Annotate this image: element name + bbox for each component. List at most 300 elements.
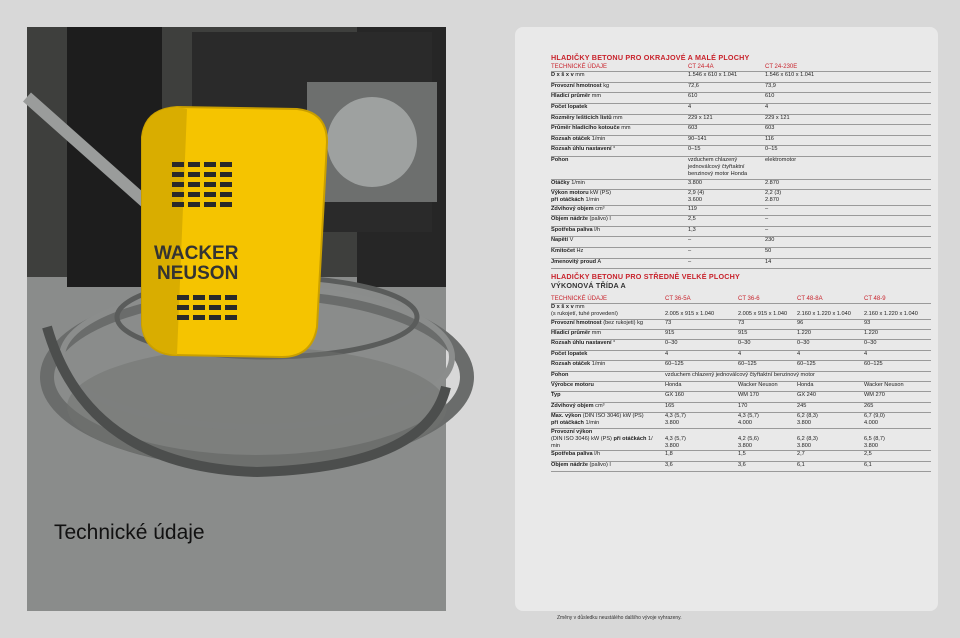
cell-model-3 [797, 392, 864, 402]
footnote: Změny v důsledku neustálého dalšího vývoje vyhrazeny. [557, 615, 682, 621]
row-label-bold: Spotřeba paliva [551, 226, 593, 233]
cell-value-2: 3.600 [688, 197, 702, 204]
row-label-bold: Objem nádrže [551, 461, 588, 468]
cell-ct24-4a [688, 72, 765, 83]
cell-value: 50 [765, 247, 772, 254]
row-label [551, 237, 688, 248]
row-label-unit: mm [573, 72, 585, 79]
cell-value: 229 x 121 [765, 114, 790, 121]
cell-value: 0–30 [738, 340, 751, 347]
row-label [551, 413, 665, 428]
row-label-bold: Napětí [551, 237, 569, 244]
cell-value: 96 [797, 319, 804, 326]
table-row [551, 216, 931, 227]
cell-value: 60–125 [797, 361, 816, 368]
cell-value: 119 [688, 205, 697, 212]
cell-model-1 [665, 319, 738, 329]
cell-ct24-230e [765, 146, 931, 157]
cell-ct24-230e [765, 237, 931, 248]
cell-value: 915 [738, 330, 748, 336]
row-label-unit: ° [611, 146, 616, 153]
cell-value: 2.160 x 1.220 x 1.040 [797, 311, 851, 318]
cell-model-1 [665, 350, 738, 360]
row-label-unit: mm [611, 114, 623, 121]
row-label-unit: cm³ [593, 205, 605, 212]
row-label [551, 330, 665, 340]
cell-value: Honda [665, 381, 682, 388]
cell-value: 4,2 (5,6) [738, 435, 759, 442]
row-label [551, 114, 688, 125]
row-label [551, 156, 688, 179]
section2-subtitle: VÝKONOVÁ TŘÍDA A [551, 281, 626, 290]
row-label-bold-2: při otáčkách [551, 197, 584, 204]
cell-value: 6,2 (8,3) [797, 435, 818, 442]
cell-ct24-230e [765, 93, 931, 104]
row-label-unit: A [596, 258, 602, 265]
cell-model-3 [797, 340, 864, 350]
cell-value-2: 2.870 [765, 197, 779, 204]
cell-model-2 [738, 381, 797, 391]
row-label-unit: 1/min [590, 135, 606, 142]
cell-value: 245 [797, 402, 807, 409]
row-label-unit-2: (s rukojetí, tuhé provedení) [551, 311, 618, 318]
cell-model-3 [797, 402, 864, 412]
cell-ct24-4a [688, 237, 765, 248]
cell-value: elektromotor [765, 156, 797, 163]
cell-value: 6,2 (8,3) [797, 413, 818, 420]
table-row [551, 114, 931, 125]
cell-value: 1.220 [864, 330, 878, 336]
table-row [551, 205, 931, 216]
row-label-bold: Max. výkon [551, 413, 582, 420]
row-label-unit: mm [590, 93, 602, 100]
row-label-bold: Počet lopatek [551, 103, 588, 110]
cell-ct24-4a [688, 216, 765, 227]
row-label-unit-4: min [551, 442, 561, 449]
cell-value: – [765, 216, 769, 223]
cell-value-2: 3.800 [665, 420, 679, 427]
cell-model-4 [864, 381, 931, 391]
table-row [551, 226, 931, 237]
table-row [551, 190, 931, 205]
cell-model-3 [797, 451, 864, 461]
cell-ct24-230e [765, 205, 931, 216]
row-label [551, 82, 688, 93]
cell-model-2 [738, 413, 797, 428]
row-label-bold: Rozsah otáček [551, 135, 591, 142]
table-header-cell: CT 24-230E [765, 64, 931, 72]
row-label [551, 319, 665, 329]
cell-ct24-4a [688, 135, 765, 146]
row-label-bold: Provozní hmotnost [551, 319, 602, 326]
cell-model-1 [665, 304, 738, 319]
cell-value: – [765, 205, 769, 212]
cell-value: 4 [765, 103, 769, 110]
cell-model-3 [797, 330, 864, 340]
cell-model-3 [797, 350, 864, 360]
cell-value: 4,3 (5,7) [665, 435, 686, 442]
row-label-bold: Provozní hmotnost [551, 82, 602, 89]
cell-value: 6,7 (9,0) [864, 413, 885, 420]
table-row [551, 319, 931, 329]
cell-ct24-4a [688, 247, 765, 258]
cell-value: 6,1 [797, 461, 805, 468]
row-label [551, 258, 688, 269]
cell-value-2: 3.800 [797, 442, 811, 449]
cell-model-1 [665, 461, 738, 471]
row-label-bold-3: při otáčkách [611, 435, 647, 442]
row-label-unit: cm³ [593, 402, 605, 409]
row-label [551, 451, 665, 461]
cell-value: 6,5 (8,7) [864, 435, 885, 442]
cell-value: – [688, 258, 692, 265]
row-label-bold: Výrobce motoru [551, 381, 594, 388]
cell-value-2: 3.800 [864, 442, 878, 449]
table-row [551, 258, 931, 269]
cell-model-1 [665, 402, 738, 412]
cell-value: 60–125 [665, 361, 684, 368]
cell-model-4 [864, 402, 931, 412]
cell-model-2 [738, 402, 797, 412]
row-label-bold: Kmitočet [551, 247, 575, 254]
table-row [551, 304, 931, 319]
table-header-cell: CT 24-4A [688, 64, 765, 72]
cell-value: 4 [797, 350, 801, 357]
cell-ct24-4a [688, 226, 765, 237]
cell-ct24-230e [765, 179, 931, 190]
table-header-cell: CT 36-6 [738, 296, 797, 304]
row-label [551, 93, 688, 104]
cell-value: 603 [688, 125, 698, 132]
cell-value: 610 [765, 93, 775, 100]
row-label [551, 179, 688, 190]
cell-value: 1.546 x 610 x 1.041 [765, 72, 815, 79]
row-label [551, 226, 688, 237]
brand-logo-line1: WACKER [154, 243, 239, 264]
row-label-bold-2: při otáčkách [551, 420, 584, 427]
row-label-unit: mm [573, 304, 585, 311]
cell-model-2 [738, 304, 797, 319]
page-title: Technické údaje [54, 521, 205, 544]
cell-model-1 [665, 330, 738, 340]
table-row [551, 451, 931, 461]
cell-model-2 [738, 461, 797, 471]
cell-ct24-230e [765, 125, 931, 136]
table-row [551, 392, 931, 402]
row-label-bold: Otáčky [551, 179, 570, 186]
cell-model-4 [864, 392, 931, 402]
table-row [551, 125, 931, 136]
cell-model-1 [665, 340, 738, 350]
cell-value: 0–15 [765, 146, 778, 153]
cell-ct24-230e [765, 72, 931, 83]
cell-value: 3,6 [665, 461, 673, 468]
cell-value: 170 [738, 402, 748, 409]
cell-ct24-4a [688, 190, 765, 205]
table-row [551, 350, 931, 360]
table-row [551, 72, 931, 83]
cell-value-2: 4.000 [864, 420, 878, 427]
cell-model-1 [665, 392, 738, 402]
cell-value: 1,5 [738, 451, 746, 458]
cell-value: 2.160 x 1.220 x 1.040 [864, 311, 918, 318]
section1-title: HLADIČKY BETONU PRO OKRAJOVÉ A MALÉ PLOCHY [551, 53, 750, 62]
cell-ct24-230e [765, 226, 931, 237]
row-label [551, 371, 665, 381]
cell-value: 0–15 [688, 146, 701, 153]
cell-model-1 [665, 361, 738, 371]
row-label-unit: ° [611, 340, 616, 347]
cell-value: 0–30 [864, 340, 877, 347]
row-label-bold: Průměr hladicího kotouče [551, 125, 620, 132]
row-label-unit: (palivo) l [588, 216, 611, 223]
cell-model-3 [797, 319, 864, 329]
cell-value: 90–141 [688, 135, 707, 142]
cell-value: 2.005 x 915 x 1.040 [665, 311, 715, 318]
table-row [551, 82, 931, 93]
row-label-unit: mm [590, 330, 602, 336]
cell-value: 230 [765, 237, 775, 244]
cell-model-3 [797, 361, 864, 371]
cell-model-1 [665, 381, 738, 391]
cell-model-4 [864, 413, 931, 428]
cell-value: 0–30 [665, 340, 678, 347]
cell-value: – [688, 247, 692, 254]
row-label [551, 350, 665, 360]
cell-value: – [765, 226, 769, 233]
cell-model-2 [738, 319, 797, 329]
cell-ct24-230e [765, 216, 931, 227]
spec-table-edge-trowels [551, 64, 931, 269]
cell-value: Honda [797, 381, 814, 388]
cell-model-2 [738, 451, 797, 461]
table-row [551, 247, 931, 258]
row-label-unit-2: 1/min [583, 197, 600, 204]
cell-ct24-4a [688, 205, 765, 216]
row-label [551, 247, 688, 258]
cell-ct24-230e [765, 247, 931, 258]
cell-value: 4,3 (5,7) [738, 413, 759, 420]
row-label-bold: Jmenovitý proud [551, 258, 597, 265]
row-label-bold: D x š x v [551, 72, 574, 79]
table-header-cell: CT 48-8A [797, 296, 864, 304]
cell-ct24-4a [688, 258, 765, 269]
row-label [551, 72, 688, 83]
table-row [551, 340, 931, 350]
cell-ct24-4a [688, 114, 765, 125]
table-header-cell: TECHNICKÉ ÚDAJE [551, 64, 688, 72]
row-label-unit: (palivo) l [588, 461, 611, 468]
row-label-unit: l/h [592, 451, 601, 458]
table-row [551, 93, 931, 104]
cell-value: Wacker Neuson [864, 381, 904, 388]
cell-model-3 [797, 381, 864, 391]
cell-value: 3.800 [688, 179, 702, 186]
table-row [551, 428, 931, 451]
cell-model-2 [738, 350, 797, 360]
cell-value: 915 [665, 330, 675, 336]
cell-model-3 [797, 413, 864, 428]
row-label-bold: Spotřeba paliva [551, 451, 593, 458]
row-label-bold: Rozsah úhlu nastavení [551, 146, 612, 153]
row-label [551, 125, 688, 136]
cell-value: 3,6 [738, 461, 746, 468]
cell-value: 165 [665, 402, 675, 409]
cell-value: GX 160 [665, 392, 684, 399]
row-label-unit-3: 1/ [646, 435, 653, 442]
cell-value: 6,1 [864, 461, 872, 468]
cell-model-3 [797, 304, 864, 319]
cell-value-2: 3.800 [665, 442, 679, 449]
row-label-unit: Hz [574, 247, 584, 254]
cell-ct24-230e [765, 156, 931, 179]
table-row [551, 237, 931, 248]
cell-value: 60–125 [738, 361, 757, 368]
cell-value: 4 [738, 350, 742, 357]
row-label-unit: 1/min [569, 179, 585, 186]
table-row [551, 381, 931, 391]
cell-value: 116 [765, 135, 774, 142]
table-row [551, 330, 931, 340]
cell-model-4 [864, 451, 931, 461]
cell-model-2 [738, 340, 797, 350]
cell-model-2 [738, 361, 797, 371]
cell-ct24-4a [688, 93, 765, 104]
row-label-bold: Zdvihový objem [551, 402, 594, 409]
cell-value: 2.005 x 915 x 1.040 [738, 311, 788, 318]
row-label [551, 146, 688, 157]
row-label-bold: Rozsah úhlu nastavení [551, 340, 612, 347]
row-label-bold: Typ [551, 392, 561, 399]
cell-model-3 [797, 428, 864, 451]
row-label-unit: mm [619, 125, 631, 132]
cell-value: 2,5 [864, 451, 872, 458]
cell-model-1 [665, 428, 738, 451]
row-label-bold: Pohon [551, 371, 569, 378]
row-label-bold: Rozsah otáček [551, 361, 591, 368]
cell-model-3 [797, 461, 864, 471]
cell-value: – [688, 237, 692, 244]
row-label [551, 361, 665, 371]
cell-value: 73,9 [765, 82, 776, 89]
brand-logo-line2: NEUSON [157, 263, 239, 284]
cell-value: 4 [864, 350, 868, 357]
cell-value: 1.546 x 610 x 1.041 [688, 72, 738, 79]
row-label-bold: Zdvihový objem [551, 205, 594, 212]
cell-value: 265 [864, 402, 874, 409]
row-label-unit-2: 1/min [583, 420, 600, 427]
cell-value: 610 [688, 93, 698, 100]
section2-title: HLADIČKY BETONU PRO STŘEDNĚ VELKÉ PLOCHY [551, 272, 741, 281]
spec-panel [515, 27, 938, 621]
row-label-unit: kW (PS) [588, 190, 611, 197]
cell-model-4 [864, 304, 931, 319]
cell-model-4 [864, 330, 931, 340]
cell-value-2: 3.800 [797, 420, 811, 427]
table-header-row [551, 64, 931, 72]
cell-ct24-4a [688, 82, 765, 93]
cell-value-2: 3.800 [738, 442, 752, 449]
cell-value: 14 [765, 258, 772, 265]
cell-value: 73 [665, 319, 672, 326]
row-label [551, 205, 688, 216]
table-header-cell: CT 36-5A [665, 296, 738, 304]
cell-value: 4 [665, 350, 669, 357]
cell-ct24-230e [765, 190, 931, 205]
cell-ct24-230e [765, 82, 931, 93]
table-header-row [551, 296, 931, 304]
product-photo [27, 27, 446, 611]
row-label [551, 461, 665, 471]
spec-table-medium-trowels [551, 296, 931, 472]
table-row [551, 156, 931, 179]
cell-value: 60–125 [864, 361, 883, 368]
cell-ct24-4a [688, 125, 765, 136]
row-label-bold: D x š x v [551, 304, 574, 311]
row-label-unit: 1/min [590, 361, 606, 368]
row-label-bold: Hladicí průměr [551, 93, 591, 100]
row-label [551, 392, 665, 402]
cell-ct24-4a [688, 179, 765, 190]
cell-value: GX 240 [797, 392, 816, 399]
row-label-bold: Pohon [551, 156, 569, 163]
cell-value: 1.220 [797, 330, 811, 336]
cell-model-4 [864, 428, 931, 451]
cell-ct24-230e [765, 258, 931, 269]
row-label-bold: Počet lopatek [551, 350, 588, 357]
table-row [551, 361, 931, 371]
table-row [551, 135, 931, 146]
cell-model-4 [864, 350, 931, 360]
cell-model-4 [864, 340, 931, 350]
cell-value: vzduchem chlazený jednoválcový čtyřtaktní benzinový motor Honda [688, 156, 748, 178]
cell-ct24-230e [765, 135, 931, 146]
cell-value: 603 [765, 125, 775, 132]
cell-span: vzduchem chlazený jednoválcový čtyřtaktní benzinový motor [665, 371, 931, 381]
row-label [551, 304, 665, 319]
cell-value: 73 [738, 319, 745, 326]
cell-value: 2,9 (4) [688, 190, 705, 197]
cell-value: 229 x 121 [688, 114, 713, 121]
row-label [551, 340, 665, 350]
cell-value: 2,7 [797, 451, 805, 458]
cell-value: WM 170 [738, 392, 759, 399]
row-label [551, 216, 688, 227]
row-label-bold: Rozměry lešticích listů [551, 114, 612, 121]
table-row [551, 371, 931, 381]
table-header-cell: CT 48-9 [864, 296, 931, 304]
row-label-bold: Výkon motoru [551, 190, 589, 197]
row-label [551, 381, 665, 391]
cell-ct24-4a [688, 156, 765, 179]
row-label-unit: V [568, 237, 574, 244]
row-label-unit-2: (DIN ISO 3046) kW (PS) [551, 435, 612, 442]
cell-value: 4 [688, 103, 692, 110]
cell-model-4 [864, 461, 931, 471]
cell-value: 93 [864, 319, 871, 326]
cell-value: 72,6 [688, 82, 699, 89]
table-row [551, 103, 931, 114]
cell-value: WM 270 [864, 392, 885, 399]
cell-value: 2,5 [688, 216, 696, 223]
cell-ct24-4a [688, 146, 765, 157]
cell-model-4 [864, 319, 931, 329]
cell-value: 2.870 [765, 179, 779, 186]
row-label-bold: Hladicí průměr [551, 330, 591, 336]
cell-model-2 [738, 392, 797, 402]
cell-value: 2,2 (3) [765, 190, 782, 197]
cell-model-2 [738, 428, 797, 451]
